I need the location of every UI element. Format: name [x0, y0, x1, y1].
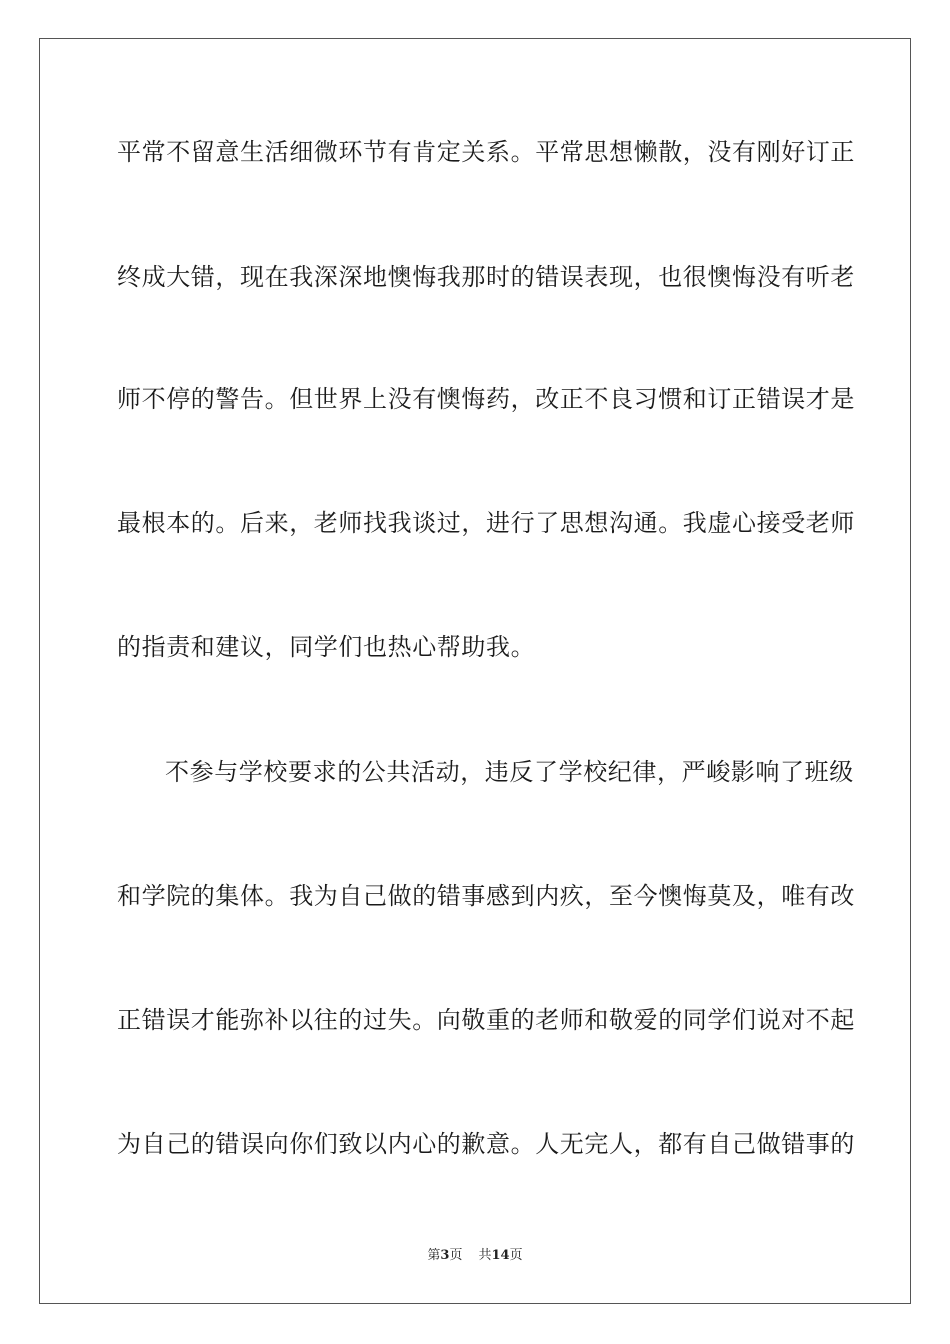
body-line-1: 平常不留意生活细微环节有肯定关系。平常思想懒散，没有刚好订正 — [117, 138, 855, 166]
footer-page-prefix: 第 — [427, 1248, 441, 1263]
body-line-9: 为自己的错误向你们致以内心的歉意。人无完人，都有自己做错事的 — [117, 1130, 855, 1158]
body-line-5: 的指责和建议，同学们也热心帮助我。 — [117, 633, 536, 661]
page-footer — [0, 1248, 950, 1264]
body-line-3: 师不停的警告。但世界上没有懊悔药，改正不良习惯和订正错误才是 — [117, 385, 855, 413]
footer-page-suffix: 页 — [449, 1248, 463, 1263]
footer-total-suffix: 页 — [509, 1248, 523, 1263]
body-line-4: 最根本的。后来，老师找我谈过，进行了思想沟通。我虚心接受老师 — [117, 509, 855, 537]
footer-total-prefix: 共 — [478, 1248, 492, 1263]
body-line-6-paragraph-start: 不参与学校要求的公共活动，违反了学校纪律，严峻影响了班级 — [165, 758, 854, 786]
footer-total-number: 14 — [491, 1248, 510, 1263]
body-line-8: 正错误才能弥补以往的过失。向敬重的老师和敬爱的同学们说对不起 — [117, 1006, 855, 1034]
body-line-7: 和学院的集体。我为自己做的错事感到内疚，至今懊悔莫及，唯有改 — [117, 882, 855, 910]
footer-page-number: 3 — [440, 1248, 450, 1263]
body-line-2: 终成大错，现在我深深地懊悔我那时的错误表现，也很懊悔没有听老 — [117, 263, 855, 291]
page-frame — [39, 38, 911, 1304]
